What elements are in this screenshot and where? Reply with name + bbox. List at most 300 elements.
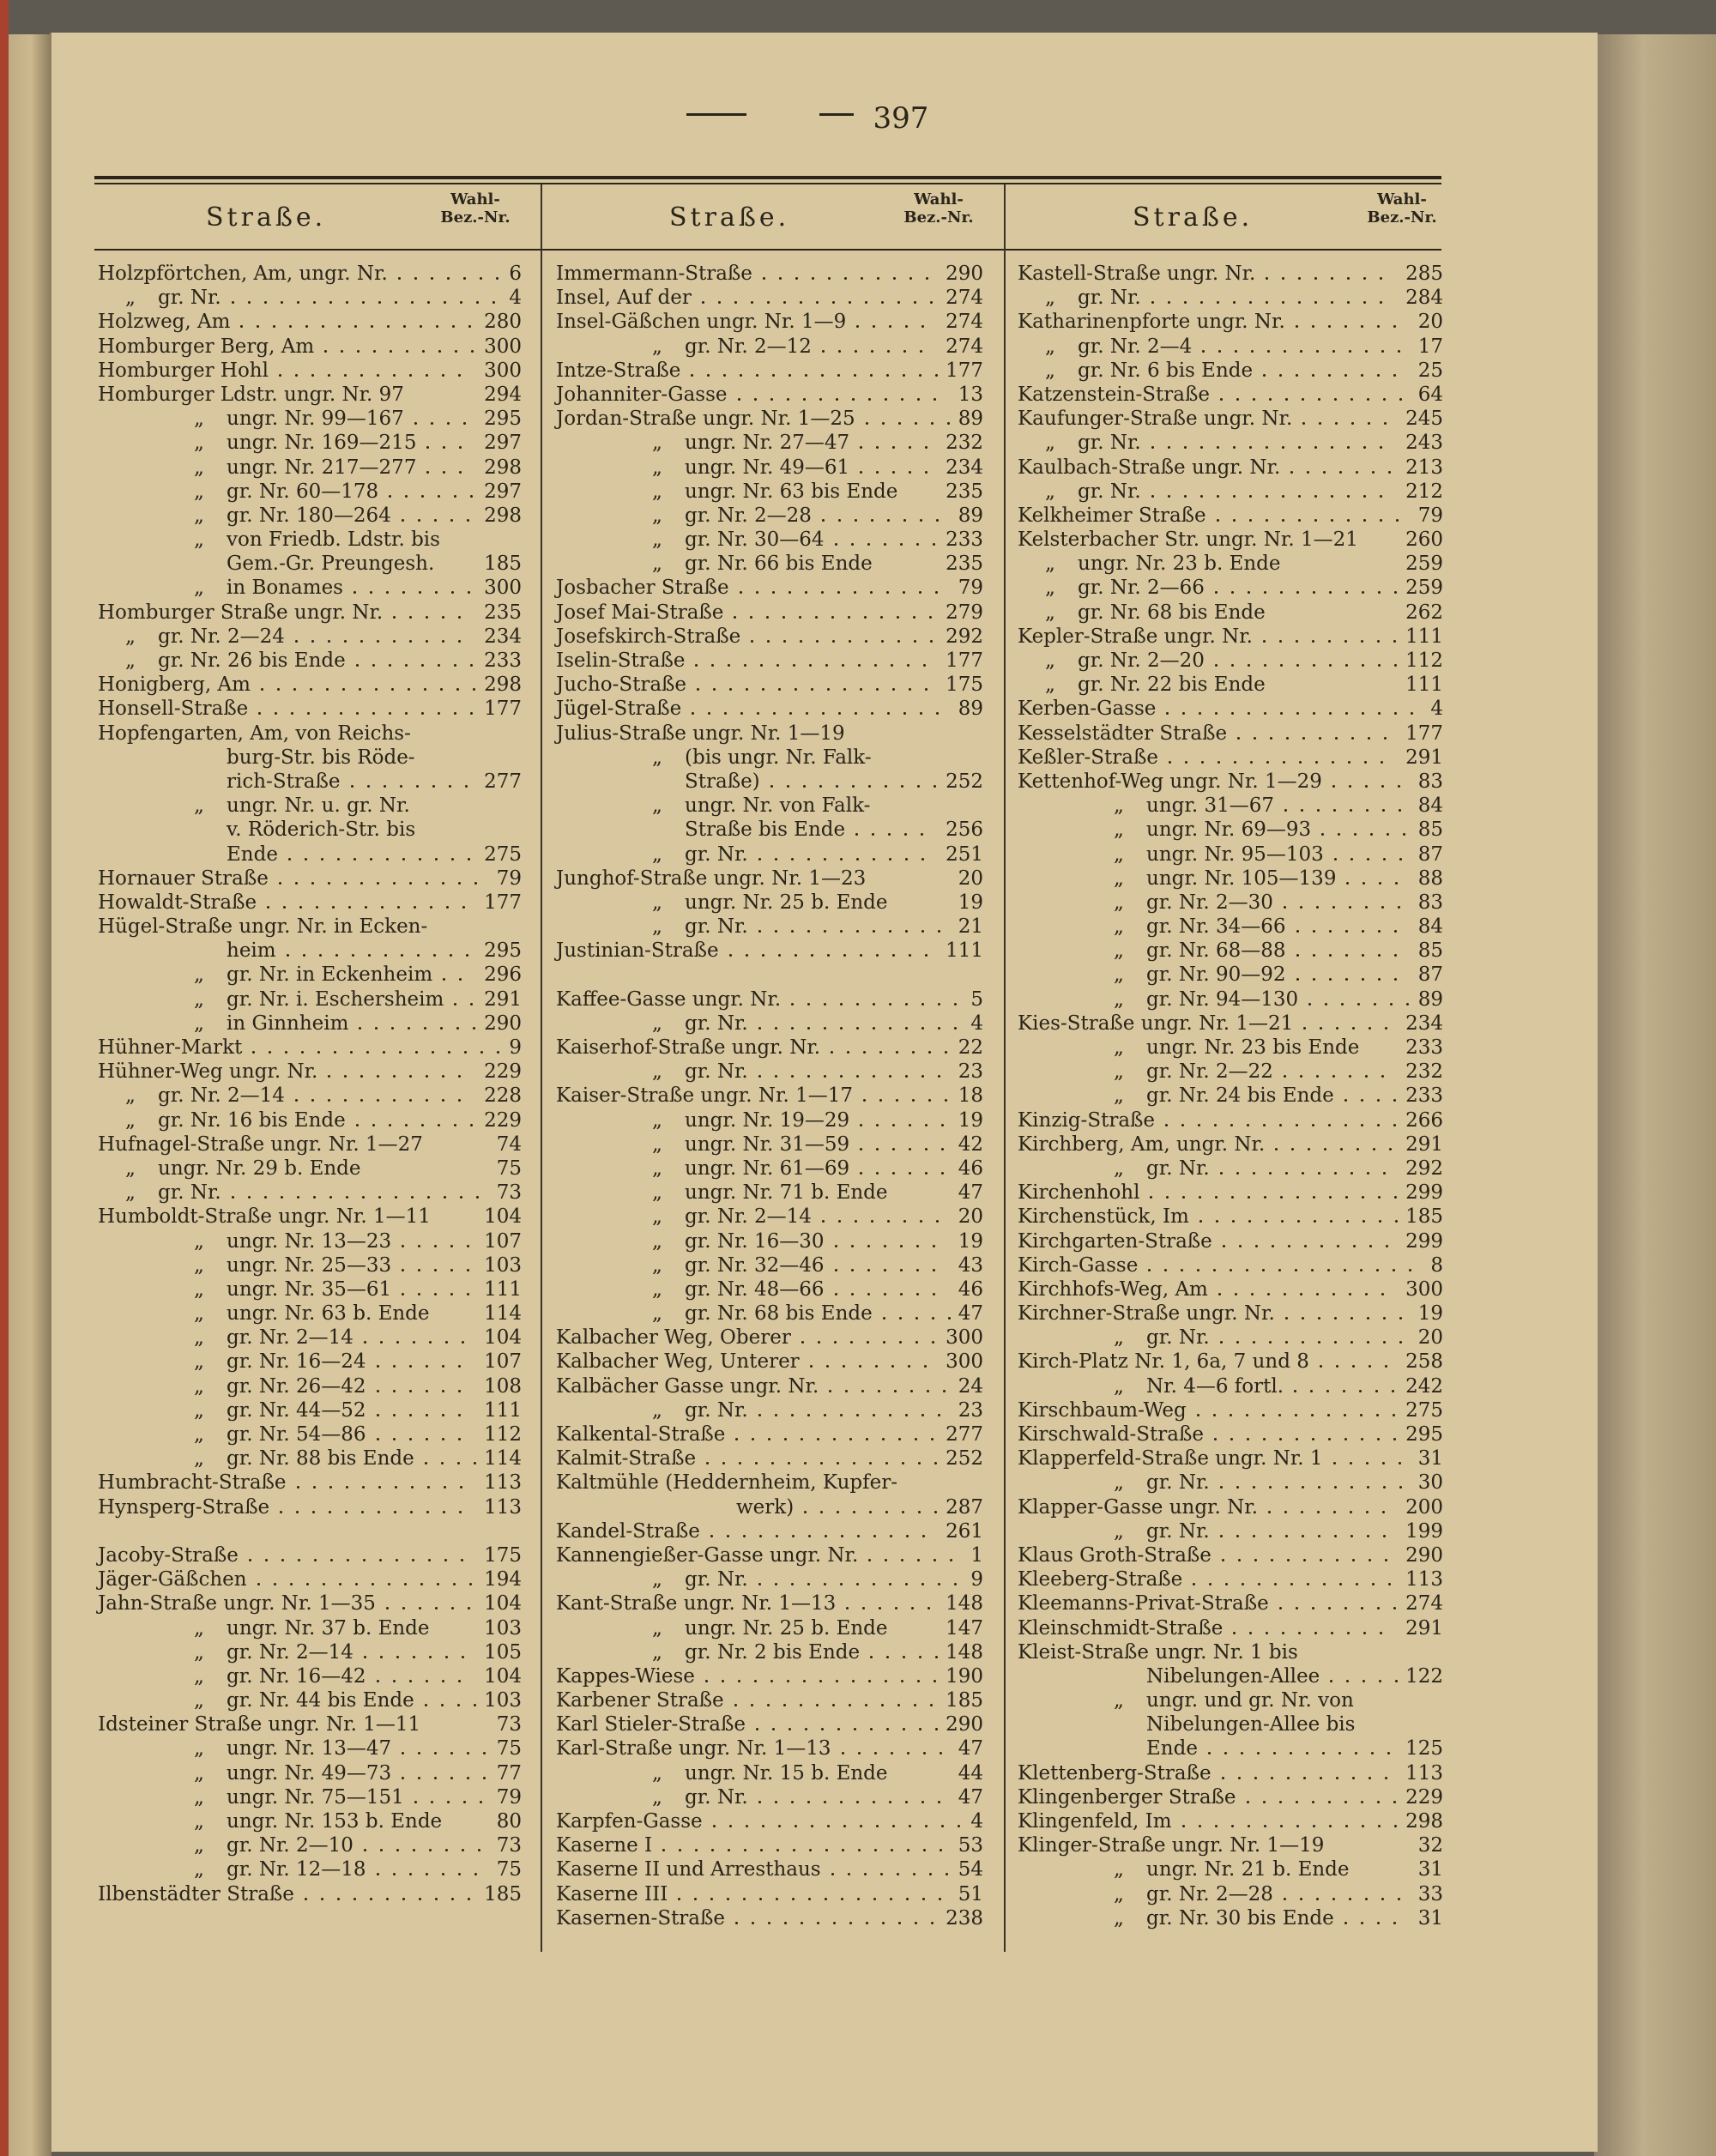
street-name: ungr. Nr. 105—139 (1146, 867, 1337, 890)
ditto-mark: „ (194, 1374, 204, 1398)
district-number: 185 (484, 553, 522, 576)
column-header-2 (558, 190, 978, 247)
dot-leader (678, 1898, 680, 1900)
ditto-mark: „ (125, 625, 136, 648)
dot-leader (921, 833, 923, 836)
dot-leader (426, 446, 429, 449)
dot-leader (443, 978, 445, 981)
district-number: 177 (1405, 722, 1443, 745)
column-header-street: Straße. (669, 202, 790, 233)
dot-leader (1279, 1124, 1282, 1126)
dot-leader (440, 1027, 443, 1030)
dot-leader (497, 1051, 499, 1054)
street-name: Ende (1146, 1737, 1198, 1760)
dot-leader (941, 1124, 944, 1126)
dot-leader (1295, 1414, 1297, 1416)
dot-leader (751, 640, 753, 643)
dot-leader (1296, 954, 1299, 957)
dot-leader (352, 954, 354, 957)
street-name: Ende (227, 842, 278, 866)
district-number: 105 (484, 1640, 522, 1664)
dot-leader (1235, 1293, 1237, 1295)
directory-row (556, 1857, 983, 1881)
dot-leader (1383, 1486, 1386, 1489)
dot-leader (1320, 1027, 1322, 1030)
directory-row (1018, 383, 1443, 407)
district-number: 43 (958, 1253, 983, 1277)
dot-leader (463, 1801, 466, 1803)
dot-leader (458, 1075, 461, 1078)
directory-row (556, 1809, 983, 1833)
dot-leader (934, 1680, 936, 1682)
dot-leader (492, 301, 495, 304)
dot-leader (1254, 1777, 1257, 1779)
district-number: 112 (1405, 649, 1443, 672)
street-name: Honigberg, Am (98, 673, 251, 697)
dot-leader (1301, 1511, 1303, 1513)
directory-row (1018, 1374, 1443, 1398)
dot-leader (1362, 1825, 1364, 1827)
dot-leader (413, 1341, 415, 1344)
dot-leader (903, 591, 905, 594)
directory-row (556, 1688, 983, 1712)
dot-leader (1319, 422, 1321, 425)
ditto-mark: „ (194, 1785, 204, 1809)
dot-leader (419, 1898, 421, 1900)
directory-row (98, 1084, 522, 1108)
dot-leader (934, 1511, 937, 1513)
dot-leader (930, 640, 933, 643)
dot-leader (1313, 978, 1315, 981)
street-name: gr. Nr. 90—92 (1146, 963, 1286, 987)
dot-leader (332, 906, 335, 909)
dot-leader (377, 1390, 379, 1392)
dot-leader (1312, 325, 1314, 328)
dot-leader (402, 1777, 404, 1779)
dot-leader (297, 1486, 299, 1489)
dot-leader (265, 1559, 268, 1561)
dot-leader (751, 1704, 753, 1706)
dot-leader (1215, 664, 1218, 667)
district-number: 89 (958, 408, 983, 431)
dot-leader (311, 374, 314, 377)
district-number: 259 (1405, 553, 1443, 576)
dot-leader (851, 543, 854, 546)
dot-leader (1182, 1196, 1185, 1199)
ditto-mark: „ (652, 1012, 662, 1035)
dot-leader (411, 1196, 414, 1199)
street-name: Homburger Ldstr. ungr. Nr. 97 (98, 383, 404, 406)
dot-leader (453, 1583, 456, 1585)
directory-row (1018, 1495, 1443, 1519)
dot-leader (921, 930, 924, 933)
street-name: Kinzig-Straße (1018, 1108, 1156, 1132)
dot-leader (779, 277, 782, 280)
dot-leader (429, 1849, 432, 1851)
dot-leader (897, 640, 900, 643)
ditto-mark: „ (652, 1277, 662, 1301)
dot-leader (1251, 350, 1254, 353)
dot-leader (424, 688, 426, 691)
dot-leader (865, 640, 867, 643)
ditto-mark: „ (1114, 1689, 1124, 1712)
dot-leader (925, 688, 927, 691)
dot-leader (1279, 1438, 1282, 1440)
dot-leader (1213, 1414, 1216, 1416)
dot-leader (1248, 1220, 1251, 1223)
dot-leader (470, 495, 473, 498)
district-number: 31 (1417, 1906, 1443, 1930)
dot-leader (435, 1607, 438, 1609)
dot-leader (379, 1559, 382, 1561)
directory-row (98, 1495, 522, 1519)
dot-leader (410, 1511, 413, 1513)
dot-leader (445, 1656, 448, 1658)
dot-leader (921, 1583, 924, 1585)
dot-leader (240, 325, 243, 328)
dot-leader (818, 1341, 820, 1344)
dot-leader (866, 1438, 868, 1440)
dot-leader (1231, 664, 1234, 667)
directory-row (1018, 1616, 1443, 1640)
dot-leader (443, 1511, 445, 1513)
directory-row (1018, 1326, 1443, 1350)
dot-leader (1246, 1269, 1248, 1271)
dot-leader (1344, 1124, 1347, 1126)
dot-leader (1409, 1269, 1411, 1271)
dot-leader (363, 1559, 366, 1561)
district-number: 177 (946, 359, 983, 382)
dot-leader (450, 1269, 453, 1271)
street-name: Howaldt-Straße (98, 891, 257, 914)
dot-leader (384, 954, 387, 957)
ditto-mark: „ (1114, 963, 1124, 987)
dot-leader (281, 1559, 284, 1561)
dot-leader (277, 688, 280, 691)
street-name: Kastell-Straße ungr. Nr. (1018, 263, 1256, 285)
dot-leader (1350, 858, 1353, 861)
street-name: Justinian-Straße (556, 939, 719, 963)
dot-leader (1284, 1293, 1286, 1295)
dot-leader (1150, 1196, 1152, 1199)
directory-row (98, 818, 522, 842)
dot-leader (1285, 1535, 1288, 1537)
district-number: 212 (1405, 480, 1443, 503)
dot-leader (728, 664, 730, 667)
dot-leader (793, 664, 795, 667)
dot-leader (395, 1196, 397, 1199)
dot-leader (856, 1414, 859, 1416)
dot-leader (1373, 1148, 1375, 1150)
directory-row (1018, 528, 1443, 552)
dot-leader (889, 858, 891, 861)
dot-leader (377, 1680, 379, 1682)
dot-leader (933, 543, 935, 546)
street-name: ungr. Nr. 99—167 (227, 408, 404, 431)
dot-leader (465, 785, 468, 788)
directory-row (1018, 891, 1443, 915)
dot-leader (1377, 325, 1380, 328)
dot-leader (933, 1269, 935, 1271)
dot-leader (1253, 1172, 1255, 1175)
dot-leader (750, 616, 752, 619)
street-name: Kirchhofs-Weg, Am (1018, 1277, 1208, 1301)
dot-leader (734, 1704, 737, 1706)
dot-leader (1220, 1535, 1223, 1537)
dot-leader (853, 1462, 855, 1465)
dot-leader (1363, 882, 1365, 885)
street-name: Iselin-Straße (556, 649, 686, 672)
dot-leader (413, 1849, 415, 1851)
dot-leader (1378, 1825, 1381, 1827)
dot-leader (1394, 664, 1397, 667)
dot-leader (470, 1124, 473, 1126)
dot-leader (772, 374, 775, 377)
dot-leader (389, 712, 391, 715)
dot-leader (805, 591, 807, 594)
dot-leader (1247, 1438, 1249, 1440)
street-name: gr. Nr. (1078, 480, 1141, 503)
street-name: ungr. Nr. 15 b. Ende (685, 1761, 888, 1785)
dot-leader (1350, 1172, 1353, 1175)
directory-row (98, 286, 522, 310)
dot-leader (476, 1196, 479, 1199)
dot-leader (1351, 422, 1354, 425)
dot-leader (1151, 495, 1154, 498)
dot-leader (1302, 1341, 1304, 1344)
street-name: ungr. Nr. 69—93 (1146, 818, 1312, 842)
district-number: 190 (946, 1664, 983, 1688)
dot-leader (916, 1269, 919, 1271)
dot-leader (838, 1220, 841, 1223)
dot-leader (837, 1511, 839, 1513)
dot-leader (873, 1414, 875, 1416)
dot-leader (1363, 1632, 1366, 1634)
district-number: 87 (1417, 842, 1443, 866)
dot-leader (1217, 495, 1219, 498)
district-number: 104 (484, 1592, 522, 1615)
ditto-mark: „ (652, 794, 662, 818)
dot-leader (377, 882, 379, 885)
dot-leader (285, 1051, 287, 1054)
dot-leader (902, 1511, 904, 1513)
dot-leader (1214, 1124, 1217, 1126)
dot-leader (1278, 1269, 1281, 1271)
dot-leader (697, 688, 699, 691)
dot-leader (462, 1849, 464, 1851)
dot-leader (858, 1752, 861, 1754)
dot-leader (915, 422, 917, 425)
dot-leader (468, 325, 471, 328)
dot-leader (354, 325, 357, 328)
dot-leader (408, 688, 410, 691)
dot-leader (871, 712, 873, 715)
dot-leader (874, 1849, 877, 1851)
dot-leader (1151, 446, 1154, 449)
dot-leader (399, 1051, 402, 1054)
street-name: Jucho-Straße (556, 673, 687, 697)
dot-leader (734, 616, 736, 619)
dot-leader (831, 1051, 833, 1054)
dot-leader (442, 1075, 444, 1078)
dot-leader (775, 1027, 777, 1030)
dot-leader (393, 1873, 396, 1875)
dot-leader (873, 1003, 875, 1006)
dot-leader (1249, 519, 1252, 522)
dot-leader (934, 398, 936, 401)
ditto-mark: „ (1114, 1858, 1124, 1881)
street-name: ungr. Nr. 95—103 (1146, 842, 1324, 866)
dot-leader (402, 1898, 405, 1900)
street-name: gr. Nr. i. Eschersheim (227, 987, 444, 1011)
street-name: gr. Nr. in Eckenheim (227, 963, 433, 987)
dot-leader (1237, 737, 1240, 740)
dot-leader (1344, 1922, 1347, 1924)
ditto-mark: „ (1114, 1471, 1124, 1495)
dot-leader (1330, 1220, 1332, 1223)
dot-leader (348, 906, 351, 909)
district-number: 251 (946, 842, 983, 866)
dot-leader (918, 1462, 921, 1465)
street-name: gr. Nr. (1078, 432, 1141, 455)
dot-leader (1216, 1220, 1218, 1223)
dot-leader (1257, 1752, 1260, 1754)
dot-leader (1282, 519, 1284, 522)
street-name: gr. Nr. 68—88 (1146, 939, 1286, 963)
dot-leader (1395, 1220, 1398, 1223)
directory-row (556, 359, 983, 383)
dot-leader (1323, 471, 1326, 474)
dot-leader (941, 1825, 944, 1827)
dot-leader (1335, 422, 1338, 425)
dot-leader (838, 712, 841, 715)
district-number: 275 (1405, 1398, 1443, 1422)
dot-leader (941, 1148, 944, 1150)
dot-leader (1182, 712, 1185, 715)
dot-leader (353, 1898, 356, 1900)
dot-leader (473, 688, 475, 691)
dot-leader (843, 954, 846, 957)
dot-leader (1382, 809, 1385, 812)
dot-leader (808, 1898, 811, 1900)
directory-row (98, 770, 522, 794)
dot-leader (442, 1873, 444, 1875)
district-number: 84 (1417, 915, 1443, 939)
dot-leader (758, 1583, 761, 1585)
district-number: 103 (484, 1616, 522, 1640)
dot-leader (1318, 1535, 1320, 1537)
dot-leader (1345, 930, 1348, 933)
dot-leader (775, 1801, 777, 1803)
dot-leader (1377, 1607, 1380, 1609)
dot-leader (359, 688, 361, 691)
dot-leader (1347, 519, 1350, 522)
dot-leader (1385, 1027, 1387, 1030)
dot-leader (350, 1051, 353, 1054)
dot-leader (840, 930, 843, 933)
dot-leader (1296, 1801, 1298, 1803)
ditto-mark: „ (194, 1253, 204, 1277)
district-number: 20 (1417, 1326, 1443, 1350)
dot-leader (890, 1535, 892, 1537)
dot-leader (723, 374, 726, 377)
directory-row (556, 1132, 983, 1157)
directory-row (98, 1712, 522, 1736)
dot-leader (1395, 882, 1398, 885)
street-name: Karl Stieler-Straße (556, 1713, 746, 1736)
dot-leader (1168, 301, 1170, 304)
dot-leader (395, 1486, 397, 1489)
dot-leader (799, 616, 801, 619)
district-number: 194 (484, 1568, 522, 1591)
dot-leader (1199, 712, 1201, 715)
directory-row (98, 915, 522, 939)
dot-leader (335, 954, 338, 957)
dot-leader (1399, 1341, 1402, 1344)
header-rule-thick (94, 176, 1441, 179)
directory-row (98, 891, 522, 915)
dot-leader (892, 1124, 895, 1126)
dot-leader (903, 350, 906, 353)
dot-leader (855, 1220, 857, 1223)
dot-leader (1322, 1752, 1325, 1754)
dot-leader (800, 1704, 802, 1706)
dot-leader (713, 1825, 716, 1827)
dot-leader (756, 591, 758, 594)
dot-leader (1303, 1777, 1306, 1779)
dot-leader (1345, 1825, 1348, 1827)
directory-row (1018, 1422, 1443, 1446)
dot-leader (1336, 1365, 1338, 1368)
directory-row (556, 1543, 983, 1567)
column-header-street: Straße. (1133, 202, 1254, 233)
dot-leader (357, 350, 360, 353)
street-name: Nibelungen-Allee (1146, 1664, 1320, 1688)
dot-leader (1282, 277, 1284, 280)
dot-leader (346, 1196, 348, 1199)
district-number: 22 (958, 1036, 983, 1059)
ditto-mark: „ (125, 1084, 136, 1108)
street-column-1 (98, 262, 522, 1906)
dot-leader (1334, 1172, 1337, 1175)
dot-leader (409, 1075, 412, 1078)
dot-leader (903, 1656, 905, 1658)
dot-leader (708, 712, 710, 715)
dot-leader (783, 301, 786, 304)
dot-leader (835, 1293, 837, 1295)
dot-leader (898, 1922, 901, 1924)
dot-leader (778, 954, 781, 957)
dot-leader (393, 1390, 396, 1392)
directory-row (1018, 1761, 1443, 1785)
dot-leader (1345, 1196, 1348, 1199)
directory-row (1018, 1736, 1443, 1760)
dot-leader (694, 1898, 697, 1900)
dot-leader (729, 954, 732, 957)
street-name: gr. Nr. 30—64 (685, 528, 825, 552)
dot-leader (827, 1825, 830, 1827)
dot-leader (1378, 930, 1381, 933)
dot-leader (835, 543, 837, 546)
dot-leader (904, 833, 907, 836)
directory-row (98, 335, 522, 359)
dot-leader (1316, 906, 1319, 909)
directory-row (556, 1471, 983, 1495)
directory-row (556, 1712, 983, 1736)
district-number: 295 (484, 939, 522, 963)
district-number: 75 (496, 1858, 522, 1881)
dot-leader (1388, 471, 1391, 474)
